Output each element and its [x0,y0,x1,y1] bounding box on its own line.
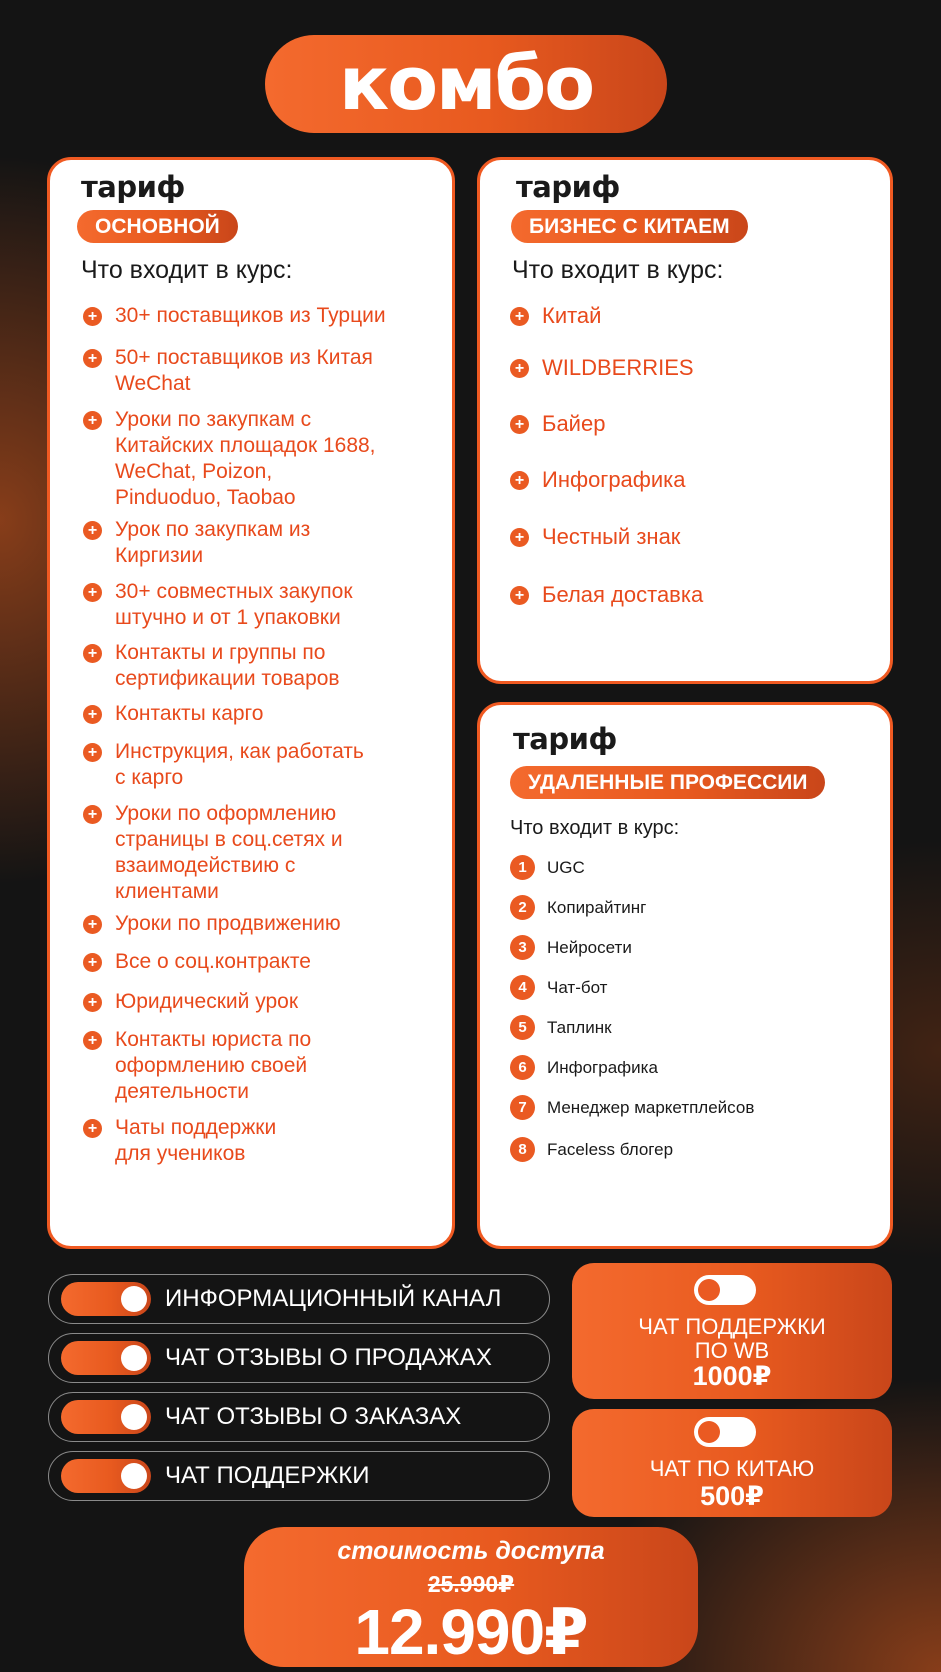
list-item: 6 Инфографика [510,1055,658,1080]
plus-icon: + [510,415,529,434]
toggle-label: ЧАТ ОТЗЫВЫ О ЗАКАЗАХ [165,1403,462,1430]
title-pill [265,35,667,133]
plus-icon: + [83,307,102,326]
list-item: + Белая доставка [510,582,870,608]
tariff-word: тариф [81,170,185,204]
list-item: 1 UGC [510,855,585,880]
list-item: + Честный знак [510,524,870,550]
list-item: + Уроки по закупкам с Китайских площадок 1688, WeChat, Poizon, Pinduoduo, Taobao [83,407,383,511]
list-item: 5 Таплинк [510,1015,612,1040]
number-badge: 1 [510,855,535,880]
plus-icon: + [83,1119,102,1138]
tariff-badge: БИЗНЕС С КИТАЕМ [511,210,748,243]
toggle-knob [121,1345,147,1371]
list-item: + Уроки по оформлению страницы в соц.сетях и взаимодействию с клиентами [83,801,343,905]
list-item: + Контакты и группы по сертификации товаров [83,640,353,692]
toggle-switch[interactable] [61,1341,151,1375]
toggle-row-order-reviews[interactable] [48,1392,550,1442]
list-item: + Контакты юриста по оформлению своей деятельности [83,1027,353,1105]
addon-china-chat[interactable] [572,1409,892,1517]
plus-icon: + [510,471,529,490]
number-badge: 7 [510,1095,535,1120]
toggle-switch[interactable] [61,1459,151,1493]
addon-label: ПО WB [694,1338,770,1363]
plus-icon: + [83,805,102,824]
list-item: + WILDBERRIES [510,355,870,381]
toggle-knob [121,1286,147,1312]
list-item: + Китай [510,303,870,329]
toggle-knob [698,1421,720,1443]
list-item: + Инфографика [510,467,870,493]
addon-wb-support[interactable] [572,1263,892,1399]
list-item: + Урок по закупкам из Киргизии [83,517,313,569]
tariff-word: тариф [516,170,620,204]
current-price: 12.990₽ [354,1596,588,1668]
number-badge: 5 [510,1015,535,1040]
toggle-knob [121,1404,147,1430]
list-item: 4 Чат-бот [510,975,607,1000]
toggle-label: ЧАТ ОТЗЫВЫ О ПРОДАЖАХ [165,1344,492,1371]
toggle-knob [121,1463,147,1489]
plus-icon: + [83,705,102,724]
plus-icon: + [83,411,102,430]
plus-icon: + [83,743,102,762]
toggle-row-support-chat[interactable] [48,1451,550,1501]
list-item: + Контакты карго [83,701,443,727]
price-block[interactable] [244,1527,698,1667]
tariff-card-remote [477,702,893,1249]
toggle-row-info-channel[interactable] [48,1274,550,1324]
list-item: + 30+ совместных закупок штучно и от 1 упаковки [83,579,353,631]
toggle-label: ЧАТ ПОДДЕРЖКИ [165,1462,370,1489]
toggle-switch[interactable] [61,1400,151,1434]
list-item: + Уроки по продвижению [83,911,443,937]
list-item: + 30+ поставщиков из Турции [83,303,443,329]
number-badge: 4 [510,975,535,1000]
list-item: 2 Копирайтинг [510,895,646,920]
tariff-card-main [47,157,455,1249]
plus-icon: + [83,953,102,972]
plus-icon: + [510,586,529,605]
toggle-knob [698,1279,720,1301]
number-badge: 6 [510,1055,535,1080]
price-label: стоимость доступа [337,1537,605,1565]
addon-toggle-switch[interactable] [694,1417,756,1447]
old-price: 25.990₽ [427,1571,515,1597]
addon-price: 1000₽ [692,1361,772,1391]
list-item: + Юридический урок [83,989,443,1015]
number-badge: 2 [510,895,535,920]
plus-icon: + [83,349,102,368]
toggle-switch[interactable] [61,1282,151,1316]
tariff-badge: ОСНОВНОЙ [77,210,238,243]
list-item: + Инструкция, как работать с карго [83,739,373,791]
plus-icon: + [510,307,529,326]
addon-price: 500₽ [700,1481,764,1511]
tariff-badge: УДАЛЕННЫЕ ПРОФЕССИИ [510,766,825,799]
tariff-word: тариф [513,722,617,756]
list-item: 7 Менеджер маркетплейсов [510,1095,754,1120]
includes-heading: Что входит в курс: [81,256,293,284]
plus-icon: + [83,1031,102,1050]
addon-label: ЧАТ ПОДДЕРЖКИ [638,1314,826,1339]
includes-heading: Что входит в курс: [512,256,724,284]
list-item: 3 Нейросети [510,935,632,960]
number-badge: 8 [510,1137,535,1162]
plus-icon: + [83,915,102,934]
plus-icon: + [510,528,529,547]
list-item: + Чаты поддержки для учеников [83,1115,283,1167]
tariff-card-china [477,157,893,684]
addon-toggle-switch[interactable] [694,1275,756,1305]
list-item: + Все о соц.контракте [83,949,443,975]
addon-label: ЧАТ ПО КИТАЮ [649,1456,815,1481]
plus-icon: + [83,993,102,1012]
toggle-label: ИНФОРМАЦИОННЫЙ КАНАЛ [165,1285,502,1312]
page-title: комбо [338,41,594,127]
plus-icon: + [83,583,102,602]
includes-heading: Что входит в курс: [510,817,680,839]
list-item: + Байер [510,411,870,437]
plus-icon: + [510,359,529,378]
toggle-row-sales-reviews[interactable] [48,1333,550,1383]
plus-icon: + [83,521,102,540]
list-item: 8 Faceless блогер [510,1137,673,1162]
plus-icon: + [83,644,102,663]
number-badge: 3 [510,935,535,960]
list-item: + 50+ поставщиков из Китая WeChat [83,345,383,397]
